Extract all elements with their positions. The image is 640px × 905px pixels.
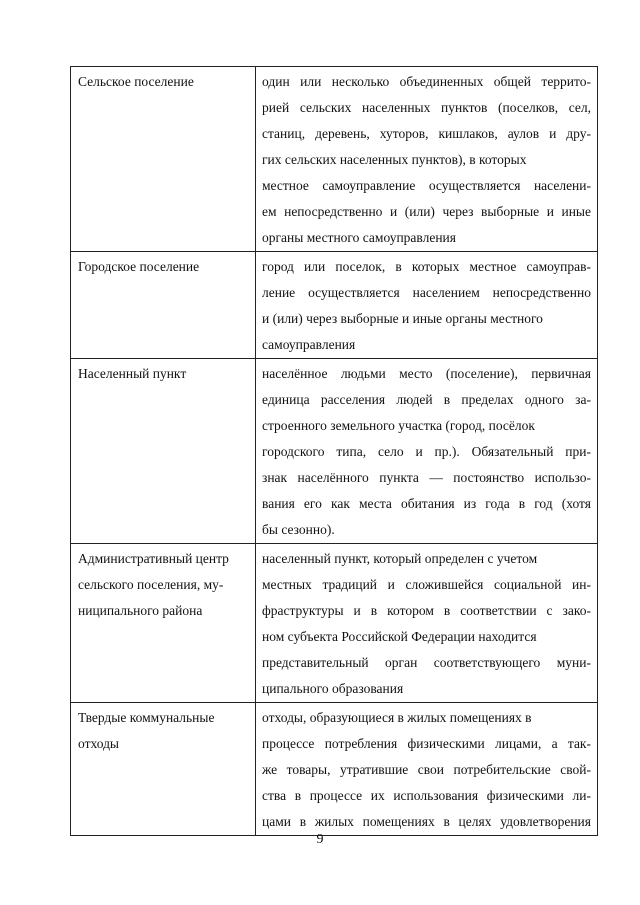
term-line: Твердые коммунальные (78, 710, 215, 725)
term-line: ниципального района (78, 603, 203, 618)
term-cell (71, 703, 256, 836)
table-row (71, 703, 598, 836)
definition-line: представительный орган соответствующего муни- (262, 655, 591, 670)
definition-line: местное самоуправление осуществляется населени- (262, 178, 591, 193)
term-line: Сельское поселение (78, 74, 194, 89)
definition-line: станиц, деревень, хуторов, кишлаков, аулов и дру- (262, 126, 591, 141)
definition-line: городского типа, село и пр.). Обязательный при- (262, 444, 591, 459)
definition-line: ном субъекта Российской Федерации находится (262, 629, 537, 644)
definition-line: органы местного самоуправления (262, 230, 456, 245)
term-line: Городское поселение (78, 259, 200, 274)
term-cell (71, 359, 256, 544)
table-row (71, 252, 598, 359)
term-line: отходы (78, 736, 120, 751)
definition-line: ем непосредственно и (или) через выборные и иные (262, 204, 591, 219)
definition-line: единица расселения людей в пределах одного за- (262, 392, 591, 407)
terms-table (70, 66, 598, 836)
definition-cell (256, 67, 598, 252)
definition-cell (256, 703, 598, 836)
definition-line: цами в жилых помещениях в целях удовлетворения (262, 814, 591, 829)
term-line: сельского поселения, му- (78, 577, 224, 592)
definition-line: процессе потребления физическими лицами, а так- (262, 736, 591, 751)
definition-line: ление осуществляется населением непосредственно (262, 285, 591, 300)
table-row (71, 67, 598, 252)
term-line: Населенный пункт (78, 366, 187, 381)
term-cell (71, 252, 256, 359)
definition-cell (256, 252, 598, 359)
definition-line: бы сезонно). (262, 522, 335, 537)
table-row (71, 359, 598, 544)
page-number: 9 (316, 832, 324, 847)
definition-cell (256, 359, 598, 544)
definition-line: один или несколько объединенных общей террито- (262, 74, 591, 89)
definition-line: местных традиций и сложившейся социальной ин- (262, 577, 591, 592)
definition-line: фраструктуры и в котором в соответствии с зако- (262, 603, 591, 618)
definition-line: рией сельских населенных пунктов (поселков, сел, (262, 100, 591, 115)
definition-line: самоуправления (262, 337, 356, 352)
definition-line: и (или) через выборные и иные органы местного (262, 311, 543, 326)
term-line: Административный центр (78, 551, 229, 566)
definition-line: отходы, образующиеся в жилых помещениях в (262, 710, 532, 725)
definition-cell (256, 544, 598, 703)
term-cell (71, 67, 256, 252)
definition-line: вания его как места обитания из года в год (хотя (262, 496, 591, 511)
definition-line: ства в процессе их использования физическими ли- (262, 788, 591, 803)
table-row (71, 544, 598, 703)
definition-line: населённое людьми место (поселение), первичная (262, 366, 591, 381)
definition-line: строенного земельного участка (город, посёлок (262, 418, 535, 433)
term-cell (71, 544, 256, 703)
definition-line: ципального образования (262, 681, 404, 696)
definition-line: же товары, утратившие свои потребительские свой- (262, 762, 591, 777)
definition-line: гих сельских населенных пунктов), в которых (262, 152, 527, 167)
definition-line: населенный пункт, который определен с учетом (262, 551, 538, 566)
definition-line: город или поселок, в которых местное самоуправ- (262, 259, 591, 274)
definition-line: знак населённого пункта — постоянство использо- (262, 470, 591, 485)
